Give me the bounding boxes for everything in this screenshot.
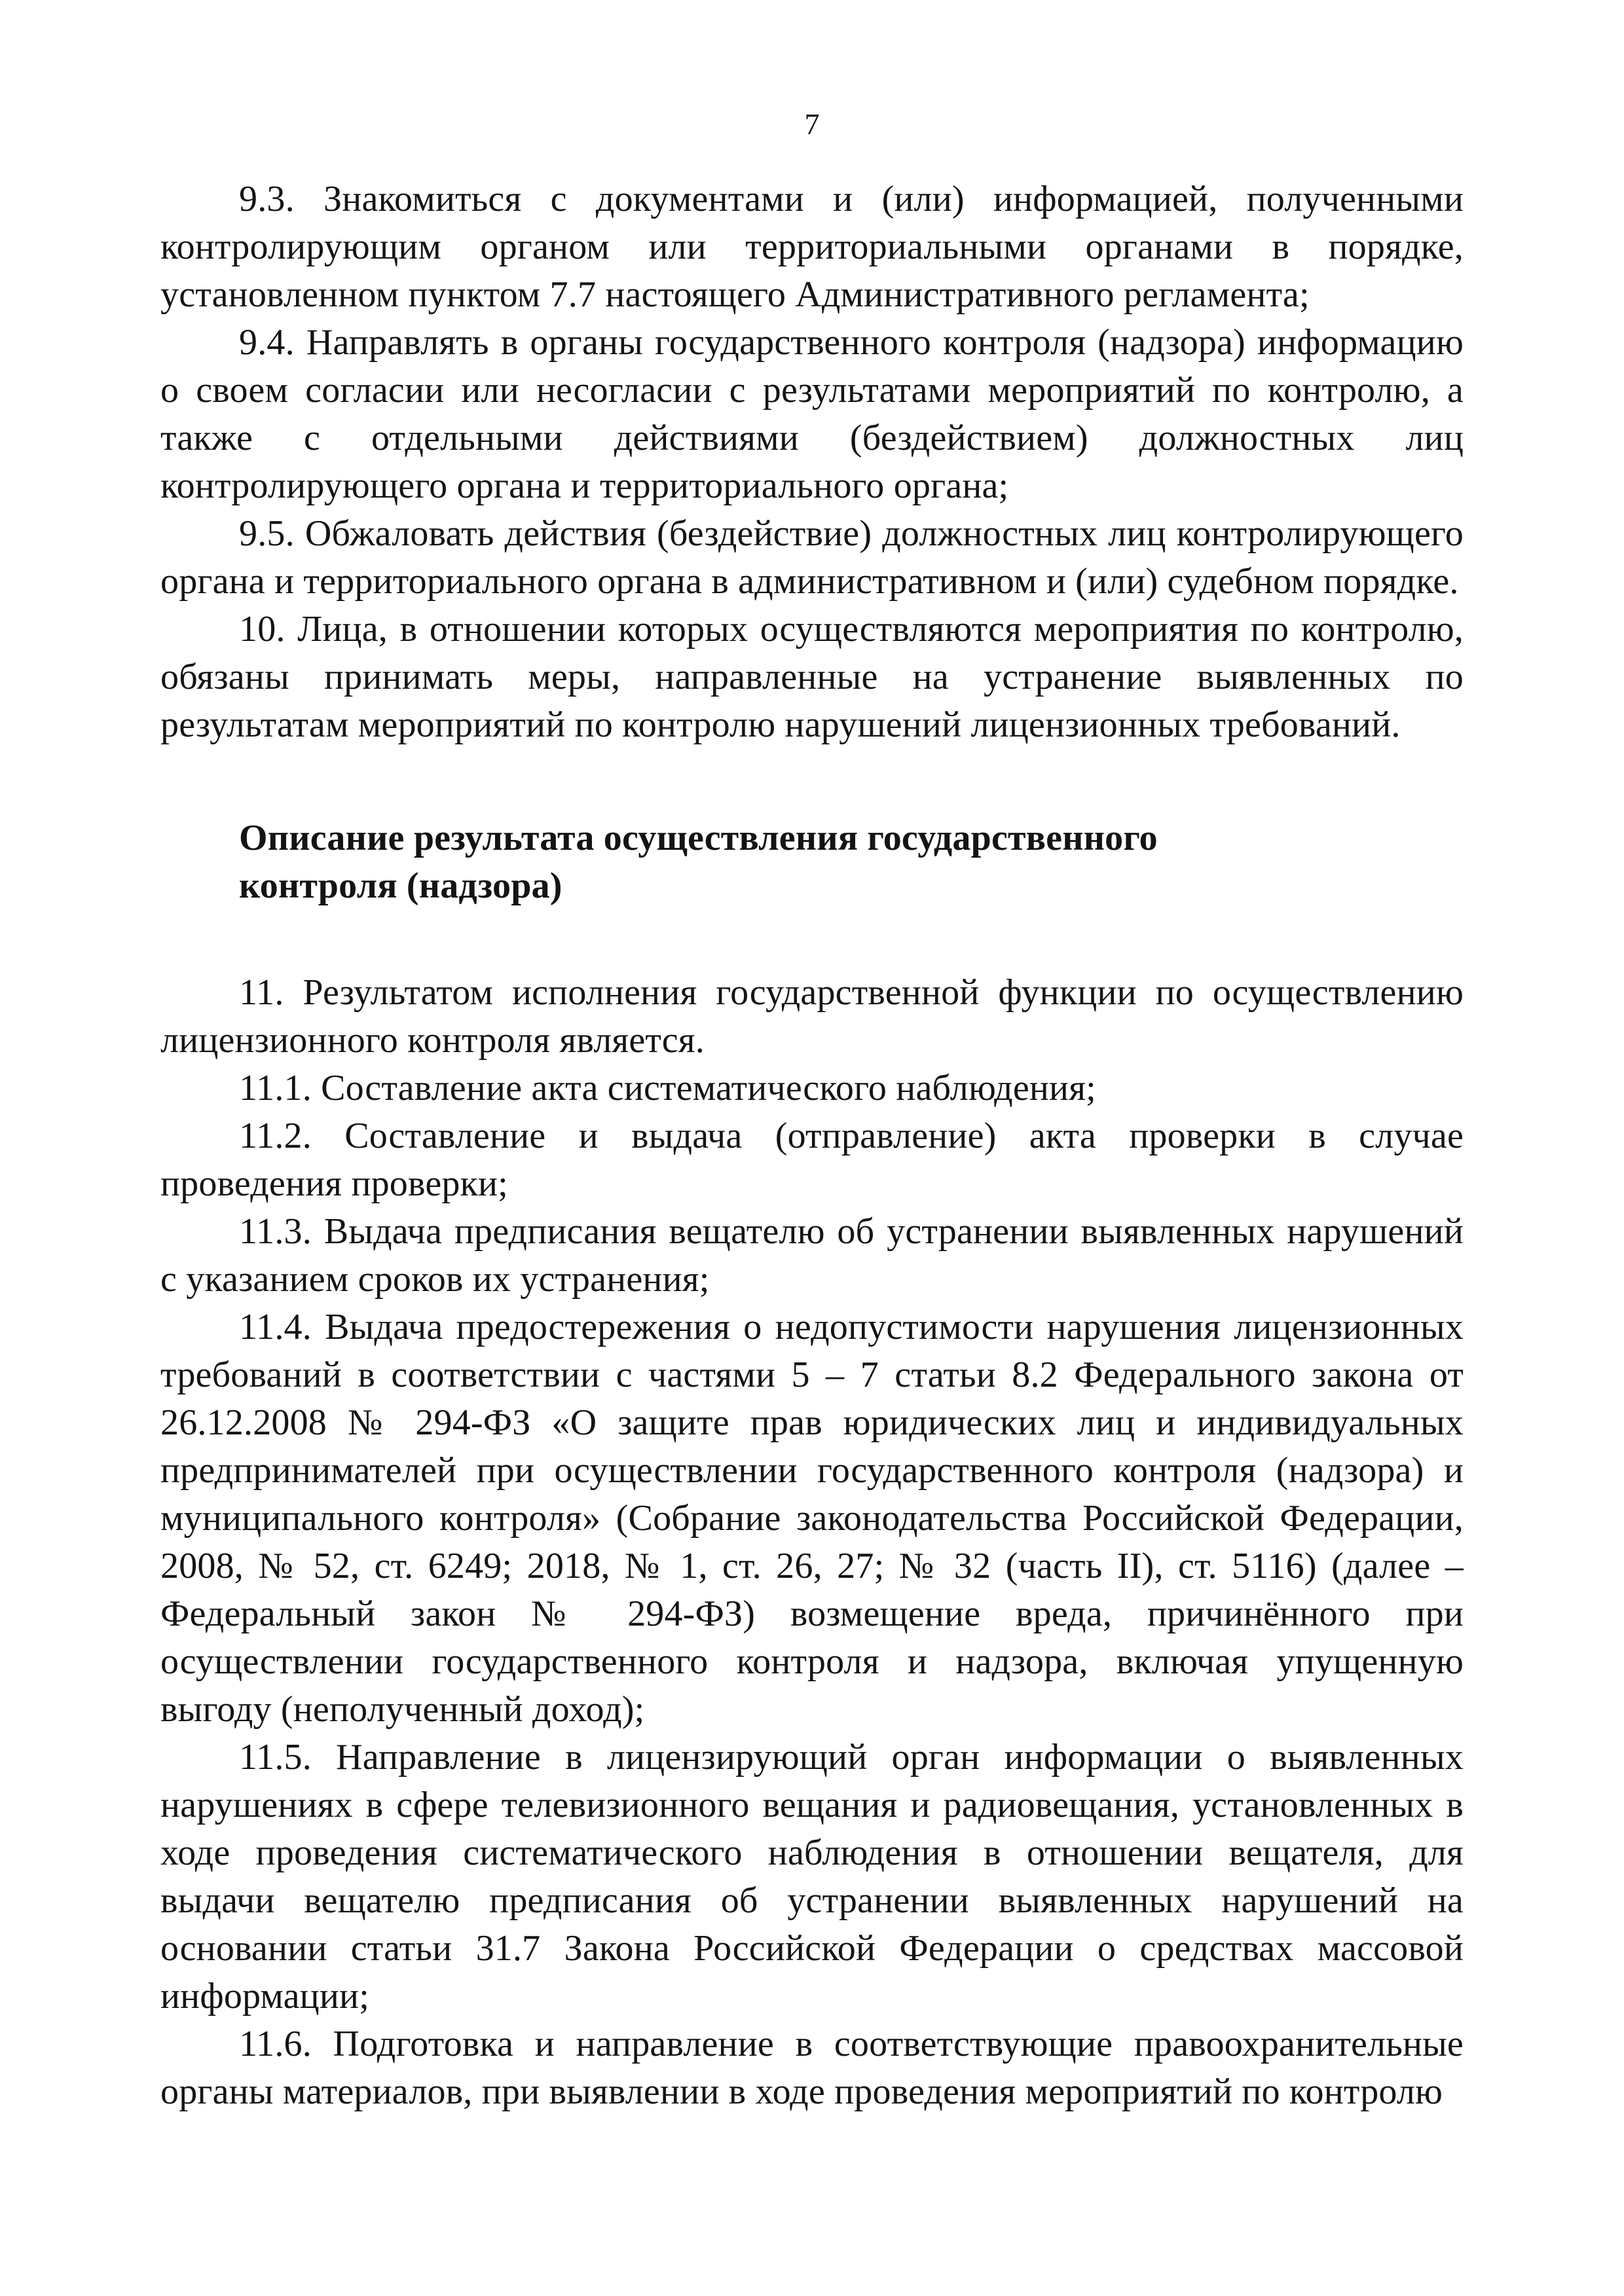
paragraph-10: 10. Лица, в отношении которых осуществляются мероприятия по контролю, обязаны принимать меры, направленные на устранение выявленных по результатам мероприятий по контролю нарушений лицензионных требований. [160, 609, 1464, 745]
page-number: 7 [804, 107, 820, 141]
paragraph-11-3: 11.3. Выдача предписания вещателю об устранении выявленных нарушений с указанием сроков их устранения; [160, 1211, 1464, 1300]
paragraph-11-4: 11.4. Выдача предостережения о недопустимости нарушения лицензионных требований в соответствии с частями 5 – 7 статьи 8.2 Федерального закона от 26.12.2008 № 294-ФЗ «О защите прав юридических лиц и индивидуальных предпринимателей при осуществлении государственного контроля (надзора) и муниципального контроля» (Собрание законодательства Российской Федерации, 2008, № 52, ст. 6249; 2018, № 1, ст. 26, 27; № 32 (часть II), ст. 5116) (далее – Федеральный закон № 294-ФЗ) возмещение вреда, причинённого при осуществлении государственного контроля и надзора, включая упущенную выгоду (неполученный доход); [160, 1307, 1464, 1730]
paragraph-9-5: 9.5. Обжаловать действия (бездействие) должностных лиц контролирующего органа и территориального органа в административном и (или) судебном порядке. [160, 513, 1464, 602]
paragraph-9-3: 9.3. Знакомиться с документами и (или) информацией, полученными контролирующим органом или территориальными органами в порядке, установленном пунктом 7.7 настоящего Административного регламента; [160, 179, 1464, 315]
paragraph-11: 11. Результатом исполнения государственной функции по осуществлению лицензионного контроля является. [160, 972, 1464, 1061]
section-heading [160, 814, 1464, 910]
paragraph-11-2: 11.2. Составление и выдача (отправление) акта проверки в случае проведения проверки; [160, 1116, 1464, 1204]
paragraph-11-5: 11.5. Направление в лицензирующий орган информации о выявленных нарушениях в сфере телевизионного вещания и радиовещания, установленных в ходе проведения систематического наблюдения в отношении вещателя, для выдачи вещателю предписания об устранении выявленных нарушений на основании статьи 31.7 Закона Российской Федерации о средствах массовой информации; [160, 1737, 1464, 2016]
section-heading-line-2: контроля (надзора) [239, 866, 563, 906]
section-heading-line-1: Описание результата осуществления государственного [239, 818, 1158, 858]
paragraph-11-1: 11.1. Составление акта систематического наблюдения; [239, 1068, 1096, 1108]
paragraph-11-6: 11.6. Подготовка и направление в соответствующие правоохранительные органы материалов, при выявлении в ходе проведения мероприятий по контролю [160, 2024, 1464, 2112]
paragraph-9-4: 9.4. Направлять в органы государственного контроля (надзора) информацию о своем согласии или несогласии с результатами мероприятий по контролю, а также с отдельными действиями (бездействием) должностных лиц контролирующего органа и территориального органа; [160, 322, 1464, 506]
document-body [160, 175, 1464, 2116]
